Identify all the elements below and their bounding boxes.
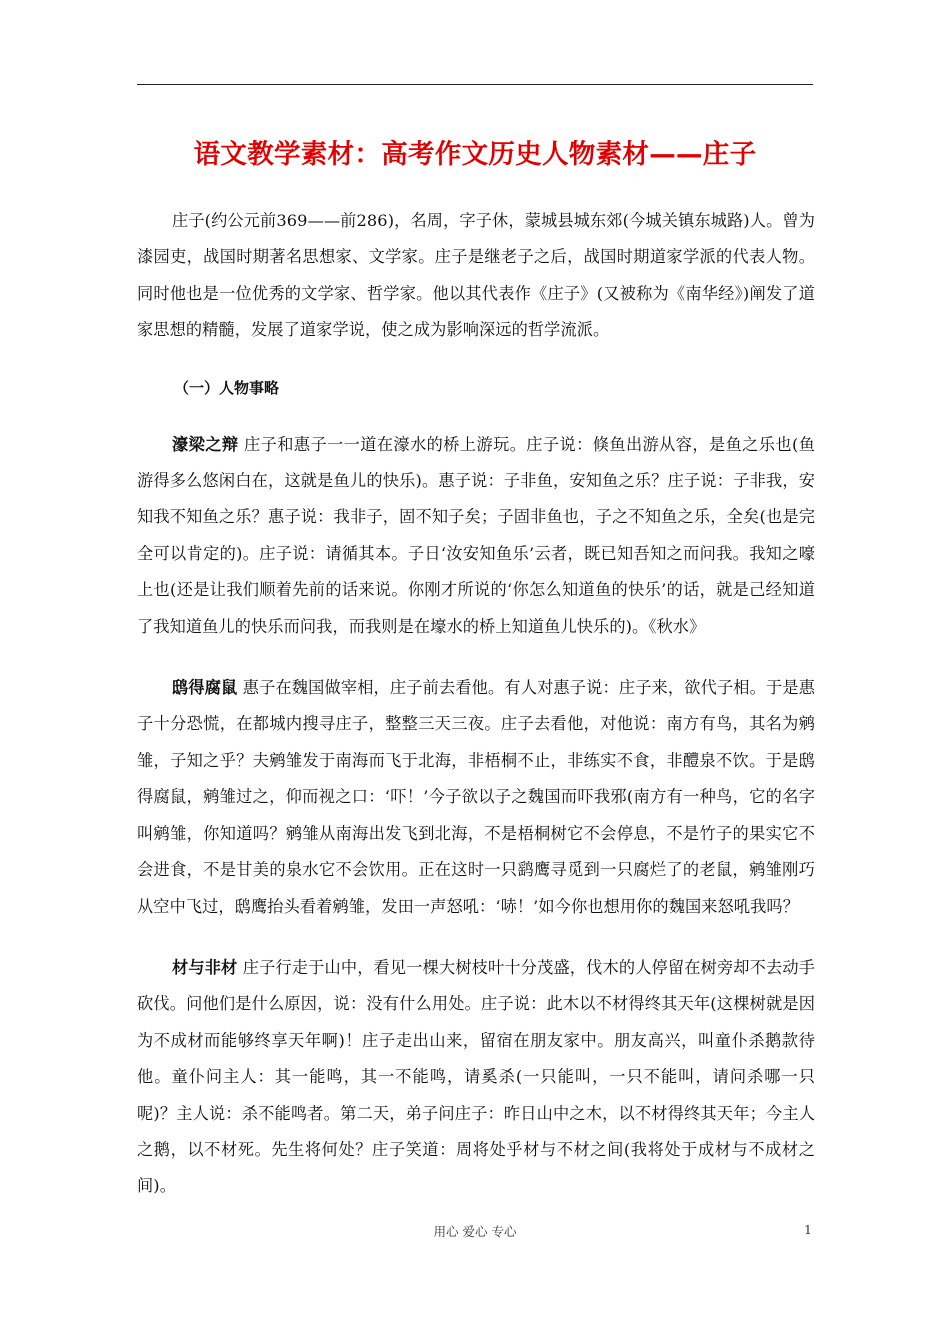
page-number: 1 — [804, 1222, 812, 1237]
story-paragraph — [137, 670, 815, 925]
section-heading: （一）人物事略 — [174, 378, 280, 397]
story-heading: 鸱得腐鼠 — [172, 678, 238, 698]
story-heading: 濠梁之辩 — [172, 434, 239, 454]
story-text: 庄子和惠子一一道在濠水的桥上游玩。庄子说：倏鱼出游从容，是鱼之乐也(鱼游得多么悠闲白在，这就是鱼儿的快乐)。惠子说：子非鱼，安知鱼之乐？庄子说：子非我，安知我不知鱼之乐？惠子说：我非子，固不知子矣；子固非鱼也，子之不知鱼之乐，全矣(也是完全可以肯定的)。庄子说：请循其本。子日‘汝安知鱼乐’云者，既已知吾知之而问我。我知之嚎上也(还是让我们顺着先前的话来说。你刚才所说的‘你怎么知道鱼的快乐’的话，就是己经知道了我知道鱼儿的快乐而问我，而我则是在壕水的桥上知道鱼儿快乐的)。《秋水》 — [137, 434, 816, 636]
intro-paragraph: 庄子(约公元前369——前286)，名周，字子休，蒙城县城东郊(今城关镇东城路)人。曾为漆园吏，战国时期著名思想家、文学家。庄子是继老子之后，战国时期道家学派的代表人物。同时他也是一位优秀的文学家、哲学家。他以其代表作《庄子》(又被称为《南华经》)阐发了道家思想的精髓，发展了道家学说，使之成为影响深远的哲学流派。 — [137, 211, 815, 340]
header-rule — [137, 84, 813, 85]
story-text: 庄子行走于山中，看见一棵大树枝叶十分茂盛，伐木的人停留在树旁却不去动手砍伐。问他们是什么原因，说：没有什么用处。庄子说：此木以不材得终其天年(这棵树就是因为不成材而能够终享天年啊)！庄子走出山来，留宿在朋友家中。朋友高兴，叫童仆杀鹅款待他。童仆问主人：其一能鸣，其一不能鸣，请奚杀(一只能叫，一只不能叫，请问杀哪一只呢)？主人说：杀不能鸣者。第二天，弟子问庄子：昨日山中之木，以不材得终其天年；今主人之鹅，以不材死。先生将何处？庄子笑道：周将处乎材与不材之间(我将处于成材与不成材之间)。 — [137, 957, 816, 1196]
document-body — [137, 203, 815, 1230]
story-heading: 材与非材 — [172, 957, 238, 977]
story-text: 惠子在魏国做宰相，庄子前去看他。有人对惠子说：庄子来，欲代子相。于是惠子十分恐慌，在都城内搜寻庄子，整整三天三夜。庄子去看他，对他说：南方有鸟，其名为鹓雏，子知之乎？夫鹓雏发于南海而飞于北海，非梧桐不止，非练实不食，非醴泉不饮。于是鸱得腐鼠，鹓雏过之，仰而视之口：‘吓！’今子欲以子之魏国而吓我邪(南方有一种鸟，它的名字叫鹓雏，你知道吗？鹓雏从南海出发飞到北海，不是梧桐树它不会停息，不是竹子的果实它不会进食，不是甘美的泉水它不会饮用。正在这时一只鹞鹰寻觅到一只腐烂了的老鼠，鹓雏刚巧从空中飞过，鸱鹰抬头看着鹓雏，发田一声怒吼：‘哧！’如今你也想用你的魏国来怒吼我吗？ — [137, 678, 816, 916]
document-title: 语文教学素材：高考作文历史人物素材——庄子 — [193, 139, 757, 170]
story-paragraph — [137, 950, 815, 1205]
story-paragraph — [137, 427, 815, 645]
page-footer: 用心 爱心 专心 — [433, 1224, 517, 1239]
